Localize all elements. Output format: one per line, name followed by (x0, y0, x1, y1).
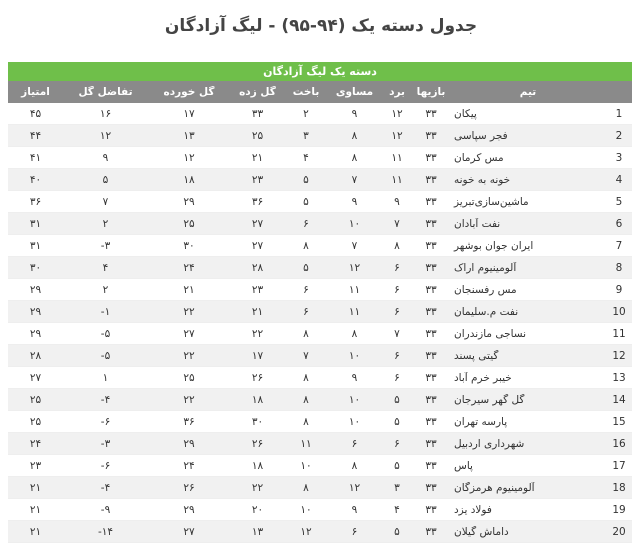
cell-rank: 15 (612, 415, 626, 428)
cell-goal-difference: ۱۲ (99, 129, 112, 142)
cell-loss: ۵ (303, 195, 309, 208)
cell-goal-difference: -۶ (100, 415, 111, 428)
header-played: بازیها (416, 86, 446, 98)
cell-goal-difference: ۱ (102, 371, 109, 384)
cell-points: ۲۵ (29, 393, 42, 406)
cell-team: خیبر خرم آباد (454, 371, 512, 384)
cell-team: نفت م.سلیمان (454, 305, 519, 318)
cell-goals-for: ۲۲ (251, 481, 264, 494)
table-row (8, 411, 632, 433)
cell-played: ۳۳ (425, 261, 437, 274)
cell-goals-for: ۱۷ (251, 349, 264, 362)
cell-goals-against: ۲۹ (183, 503, 195, 516)
cell-win: ۹ (394, 195, 400, 208)
cell-team: فجر سپاسی (454, 129, 508, 142)
cell-goals-against: ۲۲ (183, 393, 195, 406)
cell-played: ۳۳ (425, 459, 437, 472)
cell-points: ۲۷ (29, 371, 42, 384)
cell-draw: ۹ (351, 503, 358, 516)
cell-points: ۲۹ (29, 305, 42, 318)
cell-goals-for: ۱۸ (251, 459, 264, 472)
cell-played: ۳۳ (425, 173, 437, 186)
cell-draw: ۸ (351, 459, 358, 472)
cell-goals-against: ۱۲ (183, 151, 195, 164)
cell-rank: 16 (612, 437, 626, 450)
cell-played: ۳۳ (425, 327, 437, 340)
table-row (8, 279, 632, 301)
cell-points: ۳۱ (29, 239, 42, 252)
cell-loss: ۱۰ (300, 503, 312, 516)
cell-team: پیکان (454, 107, 477, 120)
cell-points: ۲۹ (29, 327, 42, 340)
league-banner: دسته یک لیگ آزادگان (8, 62, 632, 81)
cell-goal-difference: -۳ (100, 239, 111, 252)
cell-played: ۳۳ (425, 239, 437, 252)
cell-points: ۳۶ (29, 195, 42, 208)
cell-rank: 19 (612, 503, 626, 516)
cell-goal-difference: -۳ (100, 437, 111, 450)
cell-team: آلومینیوم هرمزگان (454, 481, 535, 494)
cell-draw: ۸ (351, 327, 358, 340)
cell-draw: ۷ (351, 239, 358, 252)
cell-goal-difference: -۱ (100, 305, 111, 318)
cell-win: ۵ (394, 459, 400, 472)
cell-draw: ۱۰ (348, 217, 361, 230)
cell-played: ۳۳ (425, 305, 437, 318)
cell-rank: 20 (612, 525, 626, 538)
cell-goals-against: ۲۷ (183, 525, 195, 538)
cell-goal-difference: -۶ (100, 459, 111, 472)
cell-points: ۲۴ (29, 437, 42, 450)
table-row (8, 389, 632, 411)
cell-team: ماشین‌سازی‌تبریز (454, 195, 529, 208)
cell-goals-against: ۱۸ (183, 173, 195, 186)
cell-points: ۲۱ (29, 481, 42, 494)
cell-goal-difference: -۹ (100, 503, 111, 516)
cell-rank: 10 (612, 305, 626, 318)
cell-loss: ۵ (303, 261, 309, 274)
cell-draw: ۹ (351, 371, 358, 384)
table-row (8, 191, 632, 213)
cell-draw: ۶ (351, 437, 358, 450)
cell-win: ۶ (394, 371, 400, 384)
cell-win: ۵ (394, 415, 400, 428)
table-header (8, 81, 632, 103)
cell-points: ۲۳ (29, 459, 42, 472)
cell-draw: ۱۲ (348, 261, 361, 274)
cell-played: ۳۳ (425, 437, 437, 450)
cell-goals-against: ۳۰ (183, 239, 195, 252)
cell-points: ۲۱ (29, 503, 42, 516)
cell-loss: ۸ (303, 393, 309, 406)
cell-goal-difference: -۴ (100, 393, 111, 406)
cell-goal-difference: ۱۶ (99, 107, 112, 120)
cell-win: ۴ (394, 503, 400, 516)
cell-goals-against: ۲۲ (183, 305, 195, 318)
table-row (8, 125, 632, 147)
cell-team: آلومینیوم اراک (454, 261, 517, 274)
cell-team: نفت آبادان (454, 217, 501, 230)
cell-team: گیتی پسند (454, 349, 499, 362)
cell-team: پارسه تهران (454, 415, 508, 428)
cell-goals-for: ۳۳ (251, 107, 264, 120)
header-draw: مساوی (335, 86, 374, 98)
cell-goals-against: ۱۷ (183, 107, 195, 120)
cell-goals-against: ۲۷ (183, 327, 195, 340)
cell-loss: ۸ (303, 239, 309, 252)
cell-points: ۲۱ (29, 525, 42, 538)
cell-loss: ۴ (303, 151, 309, 164)
cell-goals-for: ۲۱ (251, 151, 264, 164)
cell-team: مس کرمان (454, 151, 504, 164)
cell-played: ۳۳ (425, 481, 437, 494)
cell-team: مس رفسنجان (454, 283, 517, 296)
cell-goal-difference: ۵ (102, 173, 109, 186)
cell-goals-for: ۲۱ (251, 305, 264, 318)
cell-rank: 11 (612, 327, 626, 340)
cell-team: نساجی مازندران (454, 327, 527, 340)
cell-draw: ۱۲ (348, 481, 361, 494)
cell-win: ۱۲ (391, 107, 403, 120)
cell-played: ۳۳ (425, 129, 437, 142)
cell-points: ۴۵ (29, 107, 42, 120)
cell-goals-for: ۱۳ (251, 525, 264, 538)
header-goals-for: گل زده (239, 86, 276, 98)
cell-loss: ۶ (303, 217, 309, 230)
cell-played: ۳۳ (425, 151, 437, 164)
cell-goals-against: ۱۳ (183, 129, 195, 142)
cell-loss: ۵ (303, 173, 309, 186)
cell-played: ۳۳ (425, 393, 437, 406)
cell-draw: ۸ (351, 129, 358, 142)
table-body (8, 103, 632, 543)
cell-rank: 3 (615, 151, 623, 164)
header-points: امتیاز (21, 86, 50, 98)
table-row (8, 169, 632, 191)
cell-points: ۲۹ (29, 283, 42, 296)
cell-played: ۳۳ (425, 525, 437, 538)
header-team: تیم (519, 86, 537, 98)
cell-goal-difference: -۱۴ (97, 525, 114, 538)
table-row (8, 147, 632, 169)
cell-goals-for: ۲۲ (251, 327, 264, 340)
cell-goals-for: ۲۵ (251, 129, 264, 142)
cell-loss: ۶ (303, 305, 309, 318)
cell-win: ۶ (394, 305, 400, 318)
cell-draw: ۱۰ (348, 415, 361, 428)
cell-goal-difference: ۲ (102, 283, 109, 296)
table-row (8, 257, 632, 279)
cell-rank: 1 (615, 107, 623, 120)
cell-goal-difference: ۲ (102, 217, 109, 230)
cell-goals-against: ۲۴ (183, 261, 195, 274)
cell-goals-for: ۱۸ (251, 393, 264, 406)
cell-loss: ۸ (303, 327, 309, 340)
cell-goal-difference: -۵ (100, 349, 111, 362)
header-goal-difference: تفاضل گل (78, 86, 133, 98)
cell-rank: 7 (615, 239, 623, 252)
cell-loss: ۸ (303, 481, 309, 494)
cell-draw: ۸ (351, 151, 358, 164)
cell-rank: 9 (615, 283, 623, 296)
cell-goals-for: ۲۳ (251, 173, 264, 186)
cell-played: ۳۳ (425, 415, 437, 428)
table-row (8, 521, 632, 543)
cell-points: ۳۱ (29, 217, 42, 230)
cell-played: ۳۳ (425, 371, 437, 384)
cell-win: ۵ (394, 393, 400, 406)
cell-win: ۷ (394, 217, 400, 230)
cell-goals-against: ۲۵ (183, 371, 195, 384)
cell-win: ۵ (394, 525, 400, 538)
cell-rank: 4 (615, 173, 623, 186)
cell-rank: 2 (615, 129, 623, 142)
cell-points: ۲۸ (29, 349, 42, 362)
page-title: جدول دسته یک (۹۴-۹۵) - لیگ آزادگان (164, 16, 478, 36)
cell-goal-difference: -۴ (100, 481, 111, 494)
cell-win: ۳ (394, 481, 400, 494)
table-row (8, 235, 632, 257)
cell-goal-difference: ۷ (102, 195, 109, 208)
cell-points: ۳۰ (29, 261, 42, 274)
cell-played: ۳۳ (425, 503, 437, 516)
cell-win: ۶ (394, 437, 400, 450)
cell-goal-difference: ۹ (102, 151, 109, 164)
cell-rank: 8 (615, 261, 623, 274)
cell-loss: ۱۱ (300, 437, 312, 450)
header-win: برد (389, 86, 405, 98)
cell-goals-against: ۲۲ (183, 349, 195, 362)
cell-goals-for: ۲۶ (251, 437, 264, 450)
cell-goal-difference: -۵ (100, 327, 111, 340)
cell-played: ۳۳ (425, 217, 437, 230)
table-row (8, 213, 632, 235)
cell-rank: 12 (612, 349, 626, 362)
cell-draw: ۹ (351, 107, 358, 120)
cell-goals-for: ۲۰ (251, 503, 264, 516)
table-row (8, 367, 632, 389)
cell-team: فولاد یزد (454, 503, 492, 516)
cell-played: ۳۳ (425, 195, 437, 208)
cell-goals-for: ۲۷ (251, 239, 264, 252)
cell-goals-for: ۲۳ (251, 283, 264, 296)
cell-goals-against: ۲۹ (183, 437, 195, 450)
cell-loss: ۲ (303, 107, 309, 120)
cell-goals-against: ۲۴ (183, 459, 195, 472)
cell-points: ۴۰ (29, 173, 42, 186)
table-row (8, 455, 632, 477)
cell-loss: ۱۲ (300, 525, 312, 538)
cell-goals-against: ۳۶ (183, 415, 195, 428)
header-loss: باخت (292, 86, 320, 98)
table-row (8, 499, 632, 521)
cell-loss: ۷ (303, 349, 309, 362)
cell-rank: 14 (612, 393, 626, 406)
cell-draw: ۶ (351, 525, 358, 538)
cell-goals-against: ۲۹ (183, 195, 195, 208)
cell-loss: ۳ (303, 129, 309, 142)
cell-rank: 13 (612, 371, 626, 384)
cell-draw: ۷ (351, 173, 358, 186)
cell-team: گل گهر سیرجان (454, 393, 525, 406)
cell-goals-against: ۲۵ (183, 217, 195, 230)
table-row (8, 477, 632, 499)
cell-team: خونه به خونه (454, 173, 511, 186)
table-row (8, 433, 632, 455)
cell-points: ۴۴ (29, 129, 42, 142)
cell-goals-for: ۲۶ (251, 371, 264, 384)
cell-draw: ۱۱ (348, 283, 361, 296)
cell-rank: 17 (612, 459, 626, 472)
cell-loss: ۸ (303, 371, 309, 384)
cell-rank: 18 (612, 481, 626, 494)
cell-played: ۳۳ (425, 349, 437, 362)
cell-played: ۳۳ (425, 283, 437, 296)
cell-draw: ۱۱ (348, 305, 361, 318)
cell-goals-for: ۳۶ (251, 195, 264, 208)
cell-win: ۱۱ (391, 151, 403, 164)
cell-draw: ۱۰ (348, 349, 361, 362)
cell-win: ۱۱ (391, 173, 403, 186)
table-row (8, 345, 632, 367)
cell-team: شهرداری اردبیل (454, 437, 525, 450)
cell-loss: ۸ (303, 415, 309, 428)
cell-goals-for: ۲۸ (251, 261, 264, 274)
cell-team: ایران جوان بوشهر (454, 239, 534, 252)
cell-goals-for: ۳۰ (251, 415, 264, 428)
table-row (8, 301, 632, 323)
cell-win: ۷ (394, 327, 400, 340)
table-row (8, 323, 632, 345)
cell-draw: ۱۰ (348, 393, 361, 406)
header-goals-against: گل خورده (163, 86, 215, 98)
cell-goals-against: ۲۱ (183, 283, 195, 296)
cell-win: ۶ (394, 349, 400, 362)
cell-rank: 5 (615, 195, 623, 208)
cell-team: داماش گیلان (454, 525, 509, 538)
cell-points: ۲۵ (29, 415, 42, 428)
cell-win: ۶ (394, 283, 400, 296)
cell-win: ۸ (394, 239, 400, 252)
table-row (8, 103, 632, 125)
cell-goals-for: ۲۷ (251, 217, 264, 230)
cell-team: پاس (454, 459, 473, 472)
cell-rank: 6 (615, 217, 623, 230)
cell-points: ۴۱ (29, 151, 42, 164)
cell-draw: ۹ (351, 195, 358, 208)
cell-goal-difference: ۴ (102, 261, 109, 274)
standings-table (8, 62, 632, 543)
cell-loss: ۱۰ (300, 459, 312, 472)
cell-win: ۱۲ (391, 129, 403, 142)
cell-played: ۳۳ (425, 107, 437, 120)
cell-goals-against: ۲۶ (183, 481, 195, 494)
cell-loss: ۶ (303, 283, 309, 296)
cell-win: ۶ (394, 261, 400, 274)
